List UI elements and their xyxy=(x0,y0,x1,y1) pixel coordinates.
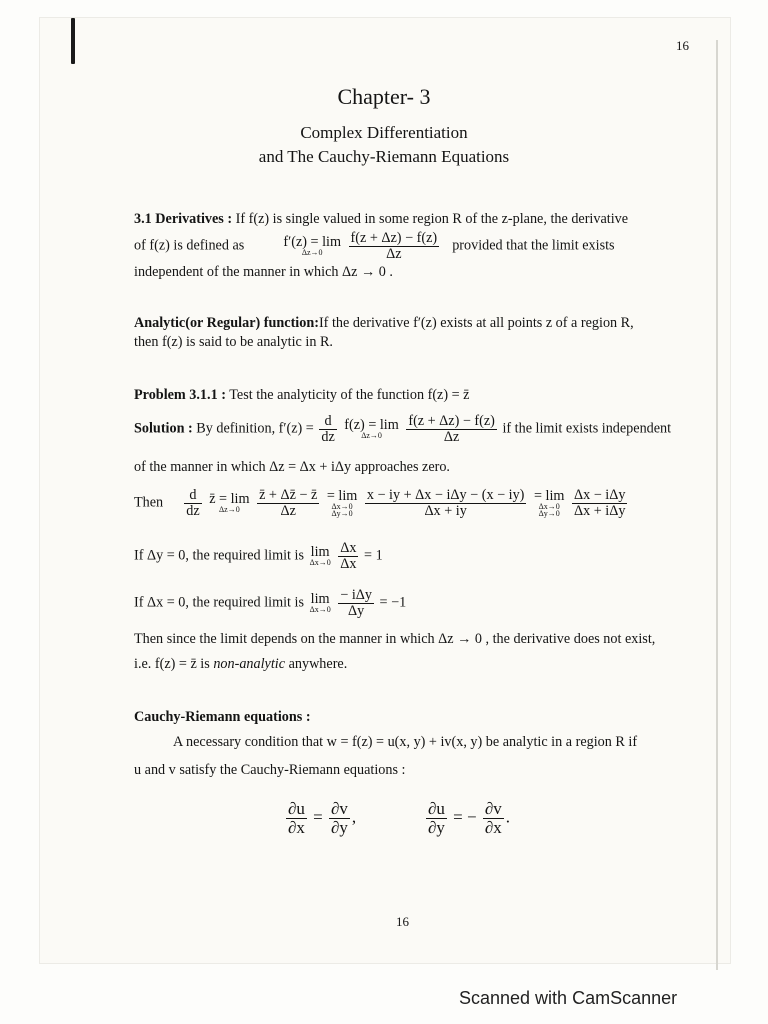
cr-equation-1: $\frac{\partial u}{\partial x}$ = $\frac{\partial v}{\partial y}$ , xyxy=(288,799,357,837)
solution-line2: of the manner in which Δz = Δx + iΔy approaches zero. xyxy=(134,459,450,475)
cr-equation-2: $\frac{\partial u}{\partial y}$ = − $\frac{\partial v}{\partial x}$ . xyxy=(428,799,510,837)
solution-fraction: $\frac{f(z + \Delta z) - f(z)}{\Delta z}$ xyxy=(408,413,495,445)
cauchy-riemann-line2: u and v satisfy the Cauchy-Riemann equations : xyxy=(134,762,406,778)
page-number-top: 16 xyxy=(676,38,689,53)
scan-edge-mark xyxy=(71,18,75,64)
section-3-1-heading: 3.1 Derivatives : xyxy=(134,211,233,227)
chapter-subtitle-2: and The Cauchy-Riemann Equations xyxy=(258,147,510,166)
conclusion-line1: Then since the limit depends on the manner in which Δz → 0 , the derivative does not exist, xyxy=(134,631,656,647)
page-number-bottom: 16 xyxy=(396,914,409,929)
analytic-line1: Analytic(or Regular) function:If the derivative f′(z) exists at all points z of a region R, xyxy=(134,315,634,331)
solution-d-dz: $\frac{d}{dz}$ xyxy=(321,413,335,445)
problem-heading: Problem 3.1.1 : xyxy=(134,387,226,403)
chapter-subtitle-1: Complex Differentiation xyxy=(300,123,468,142)
cauchy-riemann-heading: Cauchy-Riemann equations : xyxy=(134,709,311,725)
deriv-limit: f′(z) = lim Δz→0 xyxy=(283,234,341,258)
chapter-title: Chapter- 3 xyxy=(337,84,431,109)
problem-line: Problem 3.1.1 : Test the analyticity of the function f(z) = z̄ xyxy=(134,387,470,403)
solution-line1: Solution : By definition, f′(z) = $\frac{d}{dz}$ f(z) = lim Δz→0 $\frac{f(z + \Delta z) - f(z)}{\Delta z}$ if the limit exists independent xyxy=(134,413,672,445)
analytic-line2: then f(z) is said to be analytic in R. xyxy=(134,334,333,350)
camscanner-watermark: Scanned with CamScanner xyxy=(459,988,678,1008)
case-dy-zero: If Δy = 0, the required limit is lim Δx→0 $\frac{\Delta x}{\Delta x}$ = 1 xyxy=(134,540,383,572)
cauchy-riemann-line1: A necessary condition that w = f(z) = u(x, y) + iv(x, y) be analytic in a region R if xyxy=(173,734,638,750)
conclusion-line2: i.e. f(z) = z̄ is non-analytic anywhere. xyxy=(134,656,348,672)
section-3-1-line2: of f(z) is defined as f′(z) = lim Δz→0 $\frac{f(z + \Delta z) - f(z)}{\Delta z}$ provided that the limit exists xyxy=(134,230,615,262)
section-3-1-line3: independent of the manner in which Δz → 0 . xyxy=(134,264,393,280)
analytic-heading: Analytic(or Regular) function: xyxy=(134,315,319,331)
page-edge-line xyxy=(716,40,718,970)
case-dx-zero: If Δx = 0, the required limit is lim Δx→0 $\frac{\text{− iΔy}}{\Delta y}$ = −1 xyxy=(134,587,407,619)
section-3-1-line1: 3.1 Derivatives : If f(z) is single valued in some region R of the z-plane, the derivative xyxy=(134,211,629,227)
solution-heading: Solution : xyxy=(134,420,193,437)
deriv-fraction: $\frac{f(z + \Delta z) - f(z)}{\Delta z}$ xyxy=(350,230,438,262)
then-equation: Then $\frac{d}{dz}$ z̄ = lim Δz→0 $\frac{z̄ + \Delta z̄ - z̄}{\Delta z}$ = lim Δx→0 Δy→0 $\frac{\text{x − iy + Δx − iΔy − (x − iy)}}{\Delta x + iy}$ = lim Δx→0 Δy→0 $\frac{\text{Δx − iΔy}}{\text{Δx + iΔy}}$ xyxy=(134,487,626,519)
